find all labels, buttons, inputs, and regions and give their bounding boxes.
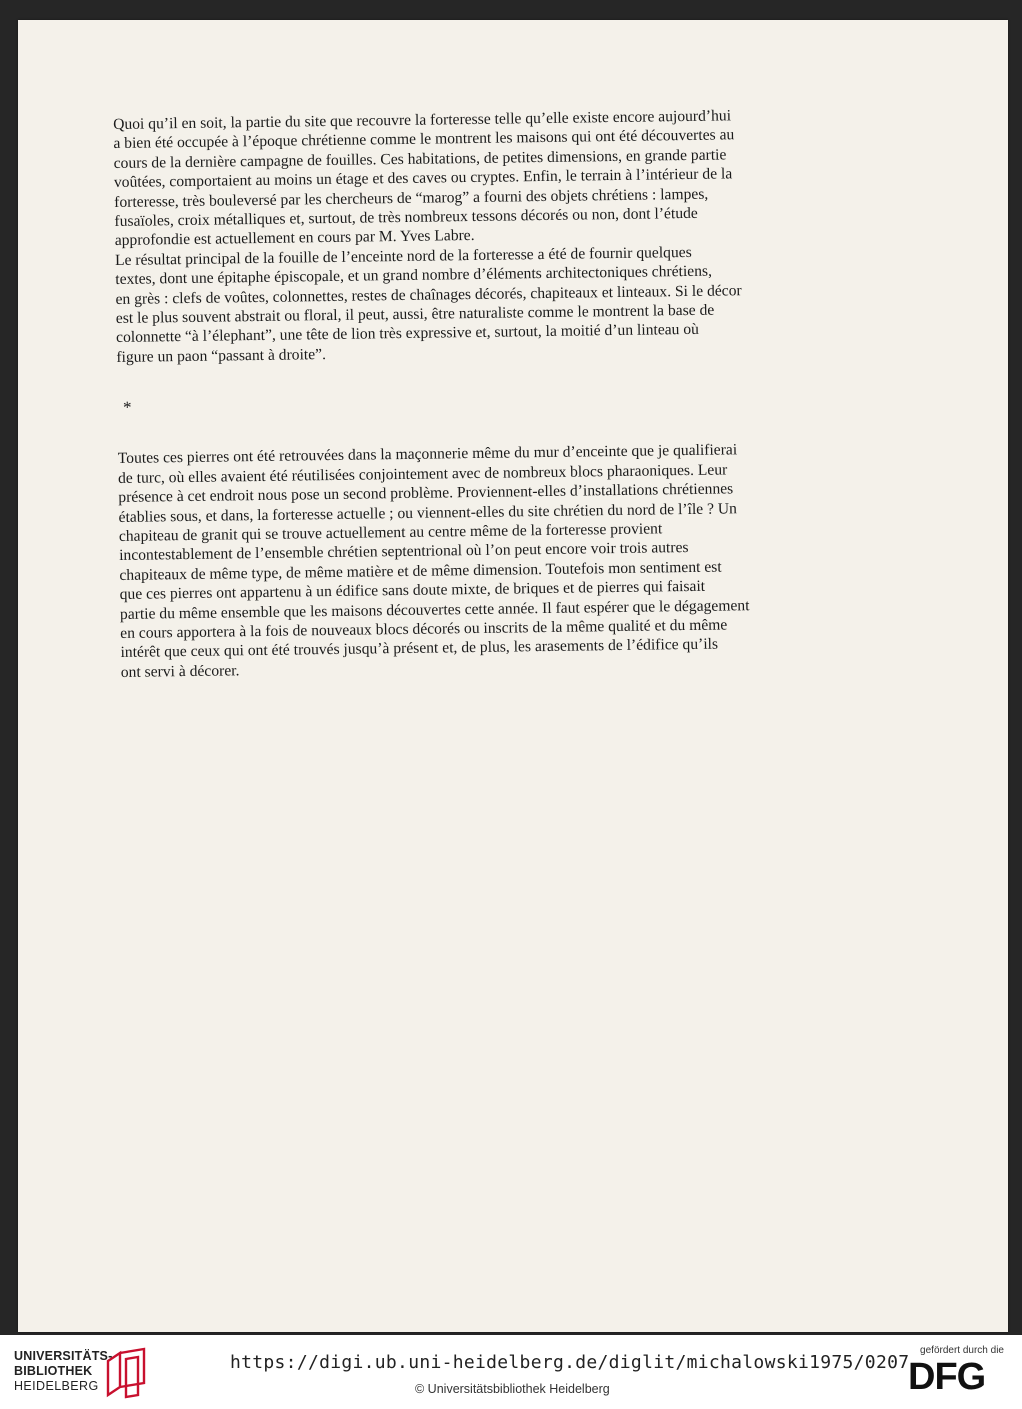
library-book-icon <box>104 1347 148 1399</box>
logo-line: HEIDELBERG <box>14 1379 99 1393</box>
dfg-logo[interactable] <box>908 1345 1008 1401</box>
body-text <box>113 105 861 682</box>
logo-wordmark <box>14 1349 112 1394</box>
text-line: Quoi qu’il en soit, la partie du site que recouvre la forteresse telle qu’elle existe encore aujourd’hui <box>113 107 732 133</box>
logo-line: UNIVERSITÄTS- <box>14 1349 113 1363</box>
text-line: textes, dont une épitaphe épiscopale, et un grand nombre d’éléments architectoniques chrétiens, <box>115 262 713 289</box>
text-line: fusaïoles, croix métalliques et, surtout, de très nombreux tessons décorés ou non, dont l’étude <box>114 204 698 231</box>
text-line: en grès : clefs de voûtes, colonnettes, restes de chaînages décorés, chapiteaux et linteaux. Si le décor <box>115 281 742 308</box>
text-line: partie du même ensemble que les maisons découvertes cette année. Il faut espérer que le dégagement <box>119 596 750 623</box>
paragraph-2 <box>115 240 857 367</box>
text-line: voûtées, comportaient au moins un étage et des caves ou cryptes. Enfin, le terrain à l’intérieur de la <box>113 165 733 192</box>
text-line: établies sous, et dans, la forteresse actuelle ; ou viennent-elles du site chrétien du nord de l’île ? Un <box>118 499 738 526</box>
text-line: est le plus souvent abstrait ou floral, il peut, aussi, être naturaliste comme le montrent la base de <box>115 301 715 328</box>
permalink-url[interactable]: https://digi.ub.uni-heidelberg.de/diglit/michalowski1975/0207 <box>230 1352 910 1373</box>
text-line: de turc, où elles avaient été réutilisées conjointement avec de nombreux blocs pharaoniques. Leur <box>117 461 728 487</box>
scanned-page <box>18 20 1008 1332</box>
paragraph-3 <box>118 439 861 682</box>
text-line: Toutes ces pierres ont été retrouvées dans la maçonnerie même du mur d’enceinte que je qualifierai <box>117 441 738 468</box>
copyright-notice: © Universitätsbibliothek Heidelberg <box>415 1382 610 1396</box>
university-library-logo[interactable] <box>14 1347 154 1399</box>
text-line: a bien été occupée à l’époque chrétienne comme le montrent les maisons qui ont été découvertes au <box>113 126 735 153</box>
text-line: en cours apportera à la fois de nouveaux blocs décorés ou inscrits de la même qualité et du même <box>120 616 728 642</box>
text-line: figure un paon “passant à droite”. <box>116 345 327 366</box>
text-line: Le résultat principal de la fouille de l’enceinte nord de la forteresse a été de fournir quelques <box>114 243 692 269</box>
text-line: chapiteau de granit qui se trouve actuellement au centre même de la forteresse provient <box>118 520 663 545</box>
text-line: forteresse, très bouleversé par les chercheurs de “marog” a fourni des objets chrétiens : lampes, <box>114 185 709 211</box>
text-line: présence à cet endroit nous pose un second problème. Proviennent-elles d’installations chrétiennes <box>118 480 734 507</box>
viewer-footer <box>0 1335 1022 1409</box>
text-line: intérêt que ceux qui ont été trouvés jusqu’à présent et, de plus, les arasements de l’édifice qu’ils <box>120 635 719 662</box>
text-line: ont servi à décorer. <box>120 662 240 681</box>
text-line: cours de la dernière campagne de fouilles. Ces habitations, de petites dimensions, en grande partie <box>113 146 727 172</box>
dfg-funding-label: gefördert durch die <box>920 1345 1004 1356</box>
text-line: incontestablement de l’ensemble chrétien septentrional où l’on peut encore voir trois autres <box>119 539 689 565</box>
text-line: chapiteaux de même type, de même matière et de même dimension. Toutefois mon sentiment est <box>119 558 722 584</box>
logo-line: BIBLIOTHEK <box>14 1364 93 1378</box>
dfg-wordmark: DFG <box>908 1356 986 1398</box>
text-line: que ces pierres ont appartenu à un édifice sans doute mixte, de briques et de pierres qui faisait <box>119 577 706 604</box>
text-line: approfondie est actuellement en cours par M. Yves Labre. <box>114 227 475 250</box>
text-line: colonnette “à l’élephant”, une tête de lion très expressive et, surtout, la moitié d’un linteau où <box>115 321 700 347</box>
section-separator: * <box>122 398 132 418</box>
paragraph-1 <box>113 105 855 251</box>
